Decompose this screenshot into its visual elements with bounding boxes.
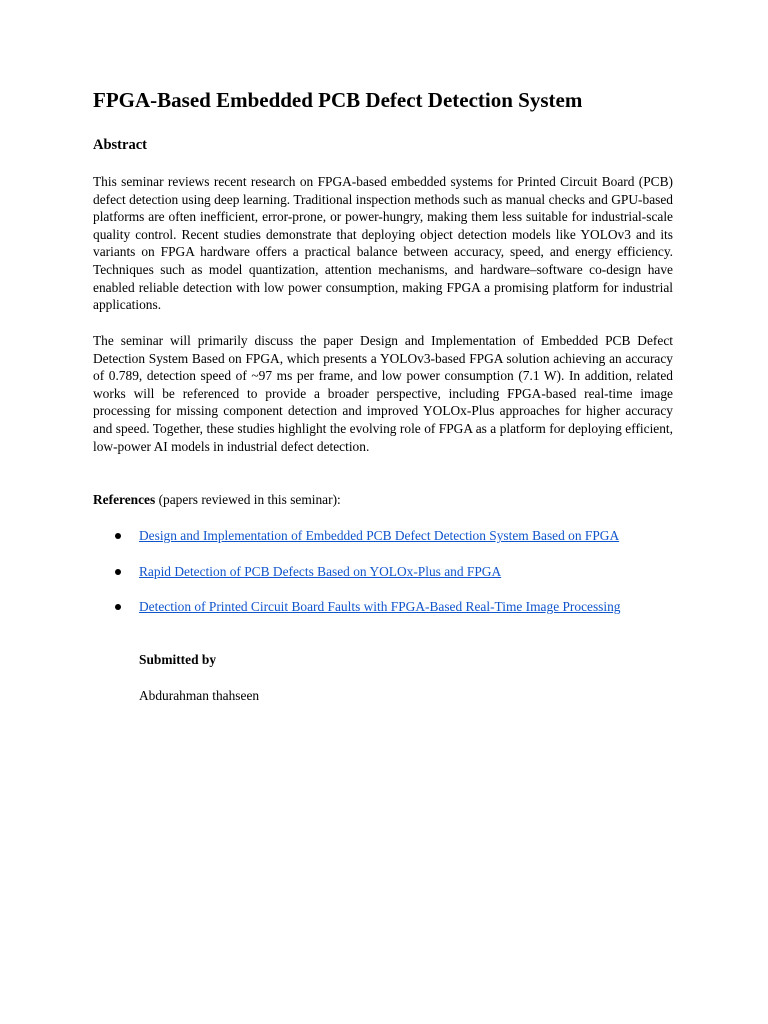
bullet-icon (115, 569, 121, 575)
reference-link-1[interactable]: Design and Implementation of Embedded PCB Defect Detection System Based on FPGA (139, 528, 620, 543)
reference-link-3[interactable]: Detection of Printed Circuit Board Faults with FPGA-Based Real-Time Image Processing (139, 599, 621, 614)
abstract-heading: Abstract (93, 137, 147, 153)
abstract-paragraph-2: The seminar will primarily discuss the paper Design and Implementation of Embedded PCB Defect Detection System Based on FPGA, which presents a YOLOv3-based FPGA solution achieving an accuracy of 0.789, detection speed of ~97 ms per frame, and low power consumption (7.1 W). In addition, related works will be referenced to provide a broader perspective, including FPGA-based real-time image processing for missing component detection and improved YOLOx-Plus approaches for higher accuracy and speed. Together, these studies highlight the evolving role of FPGA as a platform for deploying efficient, low-power AI models in industrial defect detection. (93, 333, 673, 454)
references-label: References (93, 492, 156, 507)
references-suffix: (papers reviewed in this seminar): (155, 492, 341, 507)
document-title: FPGA-Based Embedded PCB Defect Detection System (93, 88, 583, 112)
abstract-paragraph-1: This seminar reviews recent research on FPGA-based embedded systems for Printed Circuit Board (PCB) defect detection using deep learning. Traditional inspection methods such as manual checks and GPU-based platforms are often inefficient, error-prone, or power-hungry, making them less suitable for industrial-scale quality control. Recent studies demonstrate that deploying object detection models like YOLOv3 and its variants on FPGA hardware offers a practical balance between accuracy, speed, and energy efficiency. Techniques such as model quantization, attention mechanisms, and hardware–software co-design have enabled reliable detection with low power consumption, making FPGA a promising platform for industrial applications. (93, 174, 673, 313)
bullet-icon (115, 604, 121, 610)
submitted-by-heading: Submitted by (139, 652, 217, 667)
reference-link-2[interactable]: Rapid Detection of PCB Defects Based on YOLOx-Plus and FPGA (139, 563, 502, 579)
bullet-icon (115, 533, 121, 539)
references-heading (93, 491, 341, 509)
submitter-name: Abdurahman thahseen (139, 688, 260, 703)
